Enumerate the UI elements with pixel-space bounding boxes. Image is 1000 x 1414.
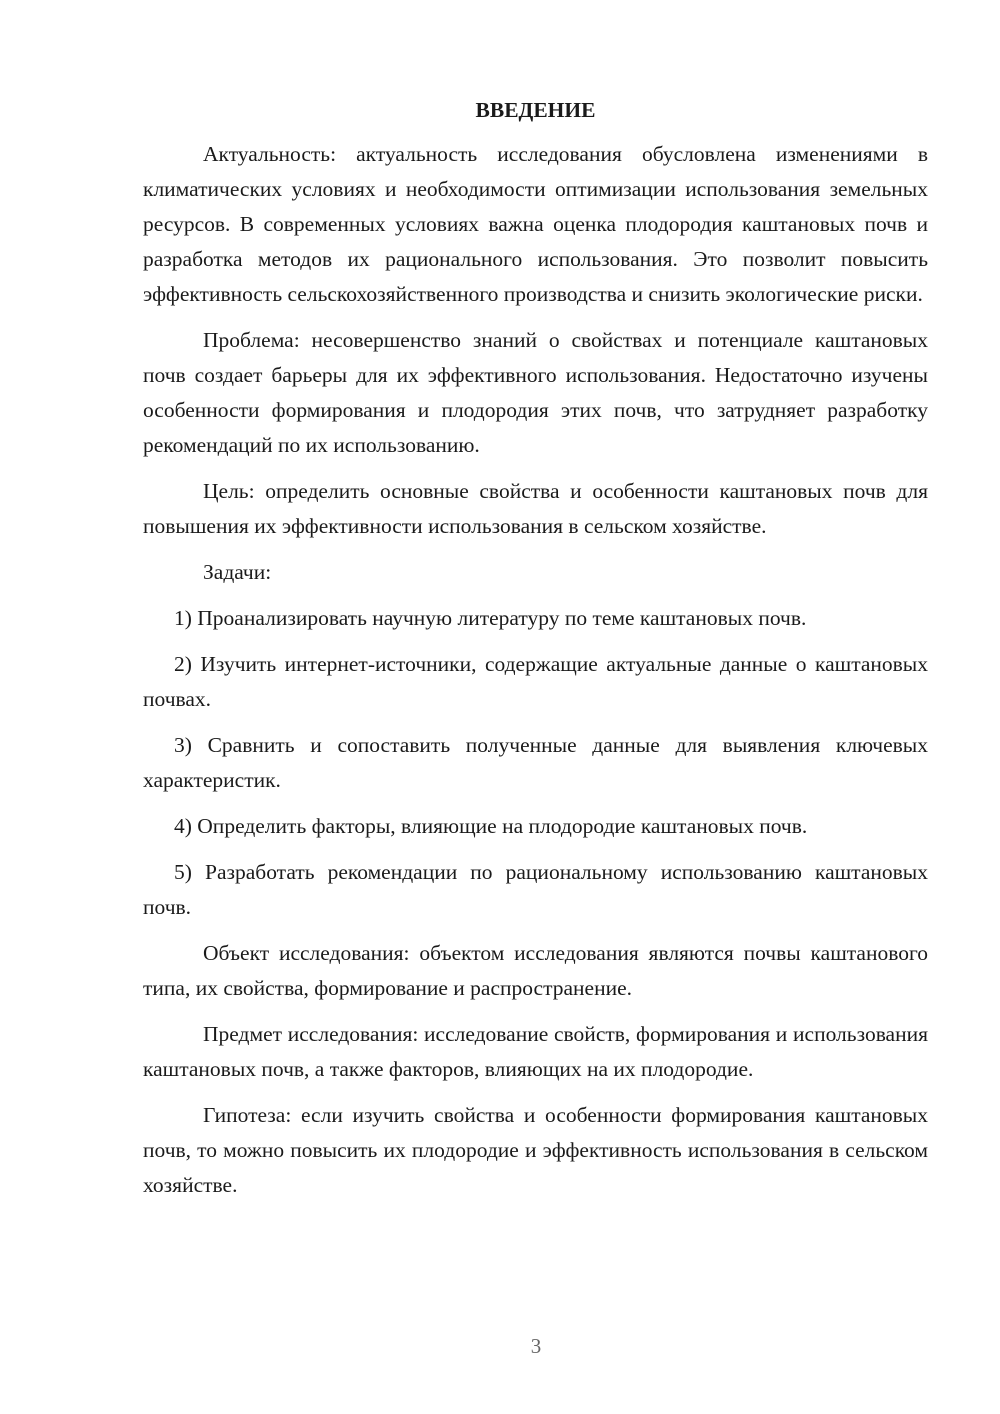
object-paragraph: Объект исследования: объектом исследования являются почвы каштанового типа, их свойства, формирование и распространение. (143, 941, 928, 1000)
task-item: 5) Разработать рекомендации по рациональному использованию каштановых почв. (143, 860, 928, 919)
document-page (143, 96, 928, 1214)
hypothesis-paragraph: Гипотеза: если изучить свойства и особенности формирования каштановых почв, то можно повысить их плодородие и эффективность использования в сельском хозяйстве. (143, 1103, 928, 1197)
relevance-paragraph: Актуальность: актуальность исследования обусловлена изменениями в климатических условиях и необходимости оптимизации использования земельных ресурсов. В современных условиях важна оценка плодородия каштановых почв и разработка методов их рационального использования. Это позволит повысить эффективность сельскохозяйственного производства и снизить экологические риски. (143, 142, 928, 306)
task-item: 2) Изучить интернет-источники, содержащие актуальные данные о каштановых почвах. (143, 652, 928, 711)
tasks-label: Задачи: (203, 560, 272, 584)
task-item: 4) Определить факторы, влияющие на плодородие каштановых почв. (174, 814, 808, 838)
subject-paragraph: Предмет исследования: исследование свойств, формирования и использования каштановых почв, а также факторов, влияющих на их плодородие. (143, 1022, 928, 1081)
task-item: 1) Проанализировать научную литературу по теме каштановых почв. (174, 606, 807, 630)
section-heading: ВВЕДЕНИЕ (475, 98, 596, 122)
task-item: 3) Сравнить и сопоставить полученные данные для выявления ключевых характеристик. (143, 733, 928, 792)
page-number: 3 (530, 1334, 542, 1358)
problem-paragraph: Проблема: несовершенство знаний о свойствах и потенциале каштановых почв создает барьеры для их эффективного использования. Недостаточно изучены особенности формирования и плодородия этих почв, что затрудняет разработку рекомендаций по их использованию. (143, 328, 928, 457)
goal-paragraph: Цель: определить основные свойства и особенности каштановых почв для повышения их эффективности использования в сельском хозяйстве. (143, 479, 928, 538)
